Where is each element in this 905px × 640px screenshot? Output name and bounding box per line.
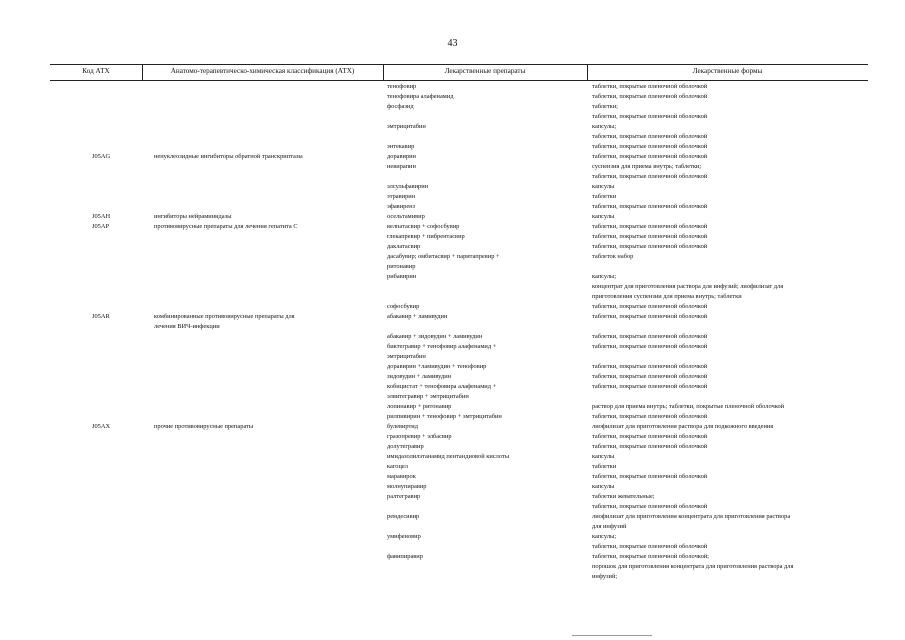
table-row <box>0 312 905 322</box>
table-row <box>0 532 905 542</box>
drug-name: дасабувир; омбитасвир + паритапревир + <box>387 253 500 260</box>
dosage-form: таблетки, покрытые пленочной оболочкой <box>592 333 708 340</box>
drug-name: невирапин <box>387 163 416 170</box>
table-row <box>0 112 905 122</box>
drug-name: биктегравир + тенофовир алафенамид + <box>387 343 497 350</box>
table-row <box>0 542 905 552</box>
drug-name: энтекавир <box>387 143 415 150</box>
table-row <box>0 562 905 572</box>
table-row <box>0 222 905 232</box>
table-row <box>0 232 905 242</box>
dosage-form: капсулы <box>592 183 615 190</box>
dosage-form: таблетки <box>592 463 617 470</box>
dosage-form: для инфузий <box>592 523 627 530</box>
dosage-form: таблетки, покрытые пленочной оболочкой <box>592 113 708 120</box>
dosage-form: капсулы; <box>592 273 617 280</box>
drug-name: зидовудин + ламивудин <box>387 373 452 380</box>
table-row <box>0 332 905 342</box>
table-row <box>0 352 905 362</box>
table-row <box>0 322 905 332</box>
table-row <box>0 282 905 292</box>
table-row <box>0 302 905 312</box>
dosage-form: таблетки, покрытые пленочной оболочкой <box>592 543 708 550</box>
table-row <box>0 432 905 442</box>
table-row <box>0 252 905 262</box>
table-row <box>0 272 905 282</box>
table-row <box>0 152 905 162</box>
dosage-form: капсулы <box>592 453 615 460</box>
atx-classification: комбинированные противовирусные препараты для <box>154 313 295 320</box>
header-classification: Анатомо-терапевтическо-химическая классификация (АТХ) <box>170 67 355 75</box>
table-row <box>0 102 905 112</box>
drug-name: эмтрицитабин <box>387 353 426 360</box>
page-number: 43 <box>447 38 458 49</box>
table-row <box>0 82 905 92</box>
dosage-form: таблетки, покрытые пленочной оболочкой <box>592 203 708 210</box>
table-row <box>0 162 905 172</box>
drug-name: кобицистат + тенофовира алафенамид + <box>387 383 497 390</box>
footer-mark <box>572 635 652 636</box>
table-row <box>0 382 905 392</box>
dosage-form: капсулы; <box>592 533 617 540</box>
atx-classification: противовирусные препараты для лечения гепатита С <box>154 223 298 230</box>
drug-name: тенофовира алафенамид <box>387 93 454 100</box>
drug-name: осельтамивир <box>387 213 425 220</box>
table-row <box>0 92 905 102</box>
table-row <box>0 472 905 482</box>
table-row <box>0 492 905 502</box>
table-row <box>0 362 905 372</box>
dosage-form: раствор для приема внутрь; таблетки, покрытые пленочной оболочкой <box>592 403 785 410</box>
table-row <box>0 212 905 222</box>
dosage-form: таблетки, покрытые пленочной оболочкой <box>592 313 708 320</box>
table-row <box>0 122 905 132</box>
table-row <box>0 452 905 462</box>
drug-name: кагоцел <box>387 463 408 470</box>
dosage-form: таблетки, покрытые пленочной оболочкой; <box>592 553 709 560</box>
dosage-form: таблетки, покрытые пленочной оболочкой <box>592 133 708 140</box>
dosage-form: лиофилизат для приготовления концентрата для приготовления раствора <box>592 513 791 520</box>
dosage-form: таблетки, покрытые пленочной оболочкой <box>592 473 708 480</box>
drug-name: эфавиренз <box>387 203 416 210</box>
dosage-form: таблетки, покрытые пленочной оболочкой <box>592 173 708 180</box>
table-row <box>0 202 905 212</box>
dosage-form: таблетки, покрытые пленочной оболочкой <box>592 233 708 240</box>
table-row <box>0 172 905 182</box>
atx-classification: лечения ВИЧ-инфекции <box>154 323 220 330</box>
drug-name: маравирок <box>387 473 416 480</box>
drug-name: лопинавир + ритонавир <box>387 403 452 410</box>
dosage-form: приготовления суспензии для приема внутрь; таблетки <box>592 293 742 300</box>
atx-code: J05AR <box>92 313 110 320</box>
drug-name: велпатасвир + софосбувир <box>387 223 460 230</box>
dosage-form: таблеток набор <box>592 253 634 260</box>
table-row <box>0 262 905 272</box>
atx-code: J05AP <box>92 223 110 230</box>
drug-name: глекапревир + пибрентасвир <box>387 233 465 240</box>
dosage-form: таблетки, покрытые пленочной оболочкой <box>592 413 708 420</box>
table-row <box>0 512 905 522</box>
table-row <box>0 442 905 452</box>
drug-name: рилпивирин + тенофовир + эмтрицитабин <box>387 413 502 420</box>
drug-name: элвитегравир + эмтрицитабин <box>387 393 469 400</box>
drug-name: даклатасвир <box>387 243 421 250</box>
header-code: Код АТХ <box>82 67 110 75</box>
dosage-form: капсулы <box>592 483 615 490</box>
drug-name: долутегравир <box>387 443 424 450</box>
dosage-form: таблетки, покрытые пленочной оболочкой <box>592 143 708 150</box>
table-row <box>0 182 905 192</box>
dosage-form: таблетки, покрытые пленочной оболочкой <box>592 443 708 450</box>
table-row <box>0 422 905 432</box>
table-row <box>0 412 905 422</box>
dosage-form: таблетки <box>592 193 617 200</box>
drug-name: умифеновир <box>387 533 421 540</box>
drug-name: ритонавир <box>387 263 416 270</box>
drug-name: ралтегравир <box>387 493 421 500</box>
dosage-form: таблетки, покрытые пленочной оболочкой <box>592 383 708 390</box>
header-bottom-border <box>50 80 868 81</box>
drug-name: имидазолилэтанамид пентандиовой кислоты <box>387 453 509 460</box>
dosage-form: таблетки, покрытые пленочной оболочкой <box>592 373 708 380</box>
drug-name: ремдесивир <box>387 513 420 520</box>
table-row <box>0 342 905 352</box>
table-row <box>0 572 905 582</box>
drug-name: доравирин <box>387 153 416 160</box>
dosage-form: лиофилизат для приготовления раствора для подкожного введения <box>592 423 774 430</box>
table-row <box>0 242 905 252</box>
dosage-form: таблетки жевательные; <box>592 493 655 500</box>
dosage-form: суспензия для приема внутрь; таблетки; <box>592 163 702 170</box>
dosage-form: таблетки; <box>592 103 618 110</box>
atx-code: J05AG <box>92 153 111 160</box>
dosage-form: таблетки, покрытые пленочной оболочкой <box>592 83 708 90</box>
drug-name: молнупиравир <box>387 483 427 490</box>
drug-name: доравирин +ламивудин + тенофовир <box>387 363 487 370</box>
dosage-form: таблетки, покрытые пленочной оболочкой <box>592 93 708 100</box>
drug-name: рибавирин <box>387 273 417 280</box>
atx-classification: ненуклеозидные ингибиторы обратной транскриптазы <box>154 153 303 160</box>
drug-name: абакавир + зидовудин + ламивудин <box>387 333 483 340</box>
drug-name: тенофовир <box>387 83 417 90</box>
header-drugs: Лекарственные препараты <box>444 67 526 75</box>
atx-code: J05AH <box>92 213 111 220</box>
table-body <box>0 82 905 582</box>
dosage-form: таблетки, покрытые пленочной оболочкой <box>592 243 708 250</box>
table-row <box>0 402 905 412</box>
atx-classification: прочие противовирусные препараты <box>154 423 254 430</box>
dosage-form: таблетки, покрытые пленочной оболочкой <box>592 503 708 510</box>
table-row <box>0 482 905 492</box>
drug-name: софосбувир <box>387 303 420 310</box>
dosage-form: таблетки, покрытые пленочной оболочкой <box>592 153 708 160</box>
dosage-form: концентрат для приготовления раствора для инфузий; лиофилизат для <box>592 283 784 290</box>
atx-code: J05AX <box>92 423 111 430</box>
dosage-form: таблетки, покрытые пленочной оболочкой <box>592 223 708 230</box>
table-row <box>0 392 905 402</box>
dosage-form: таблетки, покрытые пленочной оболочкой <box>592 343 708 350</box>
dosage-form: инфузий; <box>592 573 618 580</box>
drug-name: фавипиравир <box>387 553 423 560</box>
dosage-form: капсулы <box>592 213 615 220</box>
table-row <box>0 552 905 562</box>
dosage-form: капсулы; <box>592 123 617 130</box>
header-forms: Лекарственные формы <box>692 67 763 75</box>
table-row <box>0 132 905 142</box>
dosage-form: порошок для приготовления концентрата для приготовления раствора для <box>592 563 794 570</box>
table-row <box>0 372 905 382</box>
drug-name: элсульфавирин <box>387 183 429 190</box>
atx-classification: ингибиторы нейраминидазы <box>154 213 232 220</box>
drug-name: булевиртид <box>387 423 418 430</box>
table-row <box>0 502 905 512</box>
table-row <box>0 462 905 472</box>
drug-name: эмтрицитабин <box>387 123 426 130</box>
table-row <box>0 522 905 532</box>
drug-name: гразопревир + элбасвир <box>387 433 452 440</box>
drug-name: этравирин <box>387 193 416 200</box>
dosage-form: таблетки, покрытые пленочной оболочкой <box>592 303 708 310</box>
table-row <box>0 142 905 152</box>
drug-name: абакавир + ламивудин <box>387 313 448 320</box>
table-row <box>0 192 905 202</box>
table-top-border <box>50 64 868 65</box>
dosage-form: таблетки, покрытые пленочной оболочкой <box>592 363 708 370</box>
table-row <box>0 292 905 302</box>
dosage-form: таблетки, покрытые пленочной оболочкой <box>592 433 708 440</box>
drug-name: фосфазид <box>387 103 414 110</box>
